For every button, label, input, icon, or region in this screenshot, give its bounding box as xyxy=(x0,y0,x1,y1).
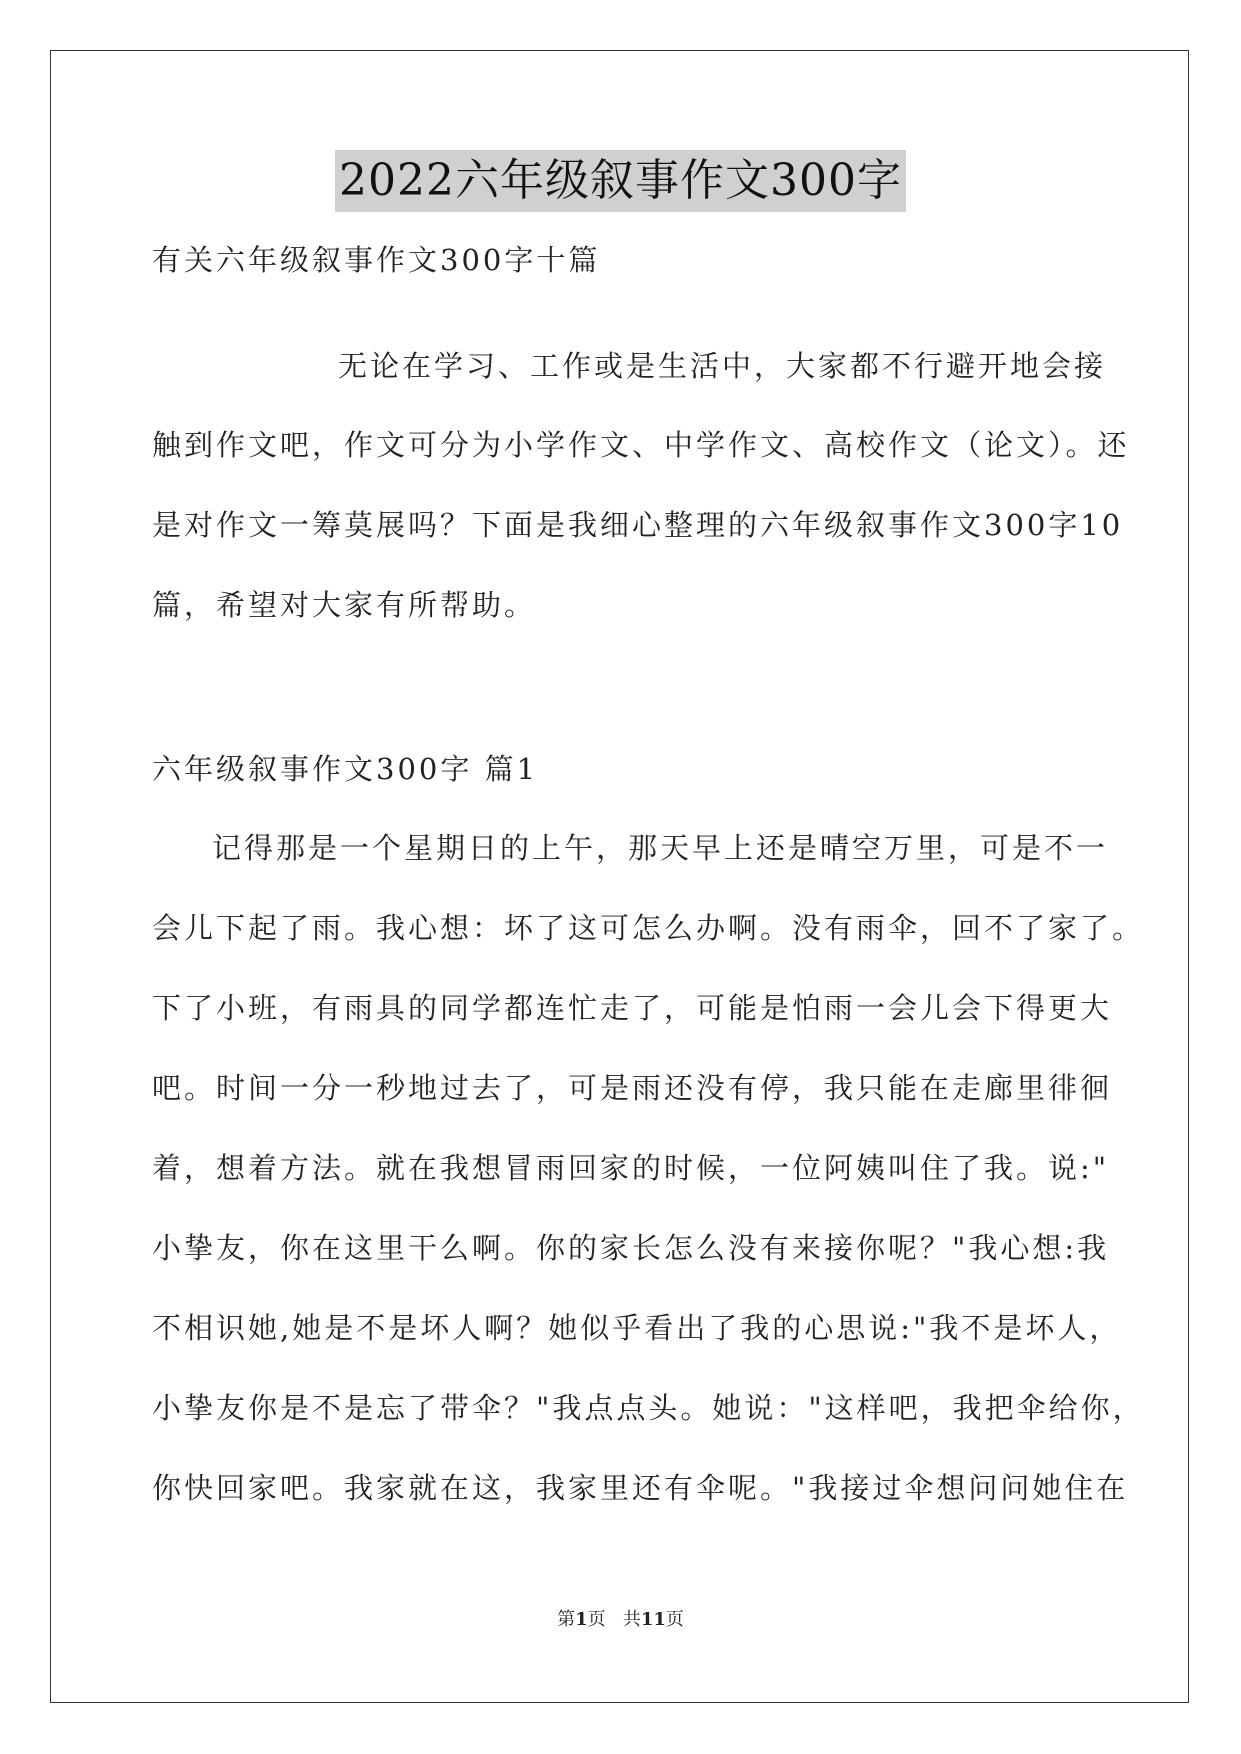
section-heading: 六年级叙事作文300字 篇1 xyxy=(152,752,539,786)
total-prefix: 共 xyxy=(622,1609,641,1630)
page-number: 1 xyxy=(575,1609,588,1630)
body-line: 你快回家吧。我家就在这，我家里还有伞呢。"我接过伞想问问她住在 xyxy=(152,1471,1129,1505)
title-container xyxy=(0,150,1241,212)
total-pages: 11 xyxy=(640,1609,666,1630)
body-line: 会儿下起了雨。我心想：坏了这可怎么办啊。没有雨伞，回不了家了。 xyxy=(152,911,1145,945)
body-line: 着，想着方法。就在我想冒雨回家的时候，一位阿姨叫住了我。说:" xyxy=(152,1151,1110,1185)
intro-line: 触到作文吧，作文可分为小学作文、中学作文、高校作文（论文）。还 xyxy=(152,428,1130,462)
page-suffix: 页 xyxy=(587,1609,606,1630)
document-title: 2022六年级叙事作文300字 xyxy=(335,150,906,212)
document-subtitle: 有关六年级叙事作文300字十篇 xyxy=(152,243,601,277)
body-line: 不相识她,她是不是坏人啊？她似乎看出了我的心思说:"我不是坏人， xyxy=(152,1311,1122,1345)
body-line: 下了小班，有雨具的同学都连忙走了，可能是怕雨一会儿会下得更大 xyxy=(152,991,1113,1025)
intro-line: 是对作文一筹莫展吗？下面是我细心整理的六年级叙事作文300字10 xyxy=(152,508,1124,542)
body-line: 记得那是一个星期日的上午，那天早上还是晴空万里，可是不一 xyxy=(212,831,1109,865)
body-line: 小挚友你是不是忘了带伞？"我点点头。她说："这样吧，我把伞给你， xyxy=(152,1391,1145,1425)
page-border xyxy=(50,50,1189,1703)
page-footer xyxy=(0,1608,1241,1632)
total-suffix: 页 xyxy=(665,1609,684,1630)
intro-line: 无论在学习、工作或是生活中，大家都不行避开地会接 xyxy=(338,349,1107,383)
intro-line: 篇，希望对大家有所帮助。 xyxy=(152,588,537,622)
body-line: 小挚友，你在这里干么啊。你的家长怎么没有来接你呢？"我心想:我 xyxy=(152,1231,1110,1265)
page-prefix: 第 xyxy=(557,1609,576,1630)
body-line: 吧。时间一分一秒地过去了，可是雨还没有停，我只能在走廊里徘徊 xyxy=(152,1071,1113,1105)
